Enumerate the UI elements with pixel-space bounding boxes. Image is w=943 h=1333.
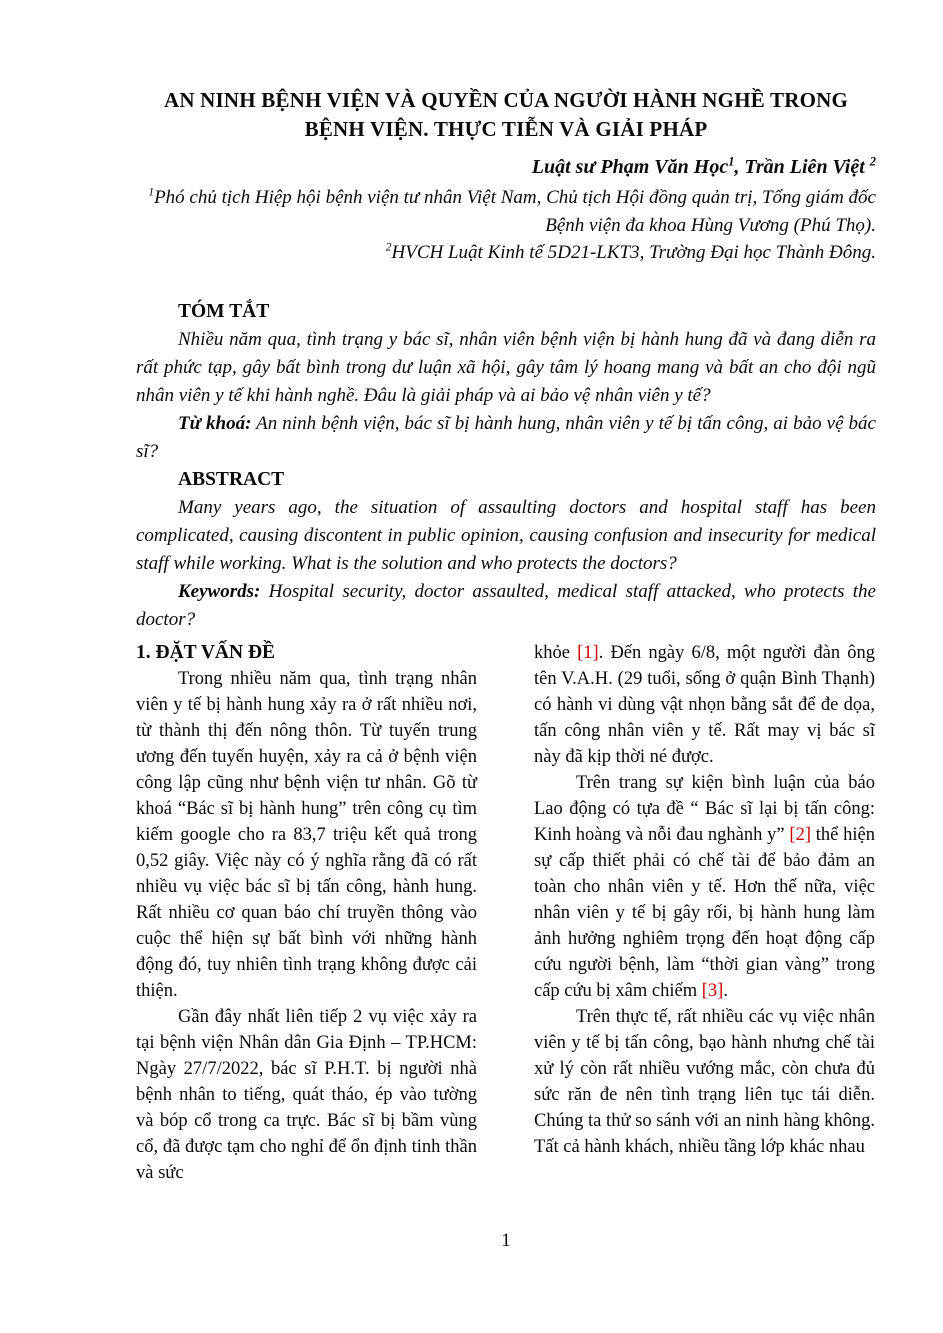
abstract-en-heading: ABSTRACT (178, 468, 285, 490)
paper-title: AN NINH BỆNH VIỆN VÀ QUYỀN CỦA NGƯỜI HÀNH NGHỀ TRONG BỆNH VIỆN. THỰC TIỄN VÀ GIẢI PHÁP (163, 88, 849, 141)
affiliation-text: Phó chủ tịch Hiệp hội bệnh viện tư nhân Việt Nam, Chủ tịch Hội đồng quản trị, Tổng giám đốc Bệnh viện đa khoa Hùng Vương (Phú Thọ). (154, 187, 876, 236)
section-1-heading: 1. ĐẶT VẤN ĐỀ (136, 641, 276, 663)
keywords-en-paragraph (136, 578, 876, 634)
body-paragraph: Gần đây nhất liên tiếp 2 vụ việc xảy ra tại bệnh viện Nhân dân Gia Định – TP.HCM: Ngày 27/7/2022, bác sĩ P.H.T. bị người nhà bệnh nhân to tiếng, quát tháo, ép vào tường và bóp cổ trong ca trực. Bác sĩ bị bầm vùng cổ, đã được tạm cho nghỉ để ổn định tinh thần và sức (136, 1006, 477, 1183)
column-right (534, 634, 875, 1186)
citation-ref-1[interactable]: [1] (577, 642, 599, 663)
author-name: , Trần Liên Việt (734, 156, 870, 178)
affiliation-superscript: 1 (148, 185, 155, 199)
paragraph-text: . Đến ngày 6/8, một người đàn ông tên V.A.H. (29 tuổi, sống ở quận Bình Thạnh) có hành vi dùng vật nhọn bằng sắt để đe dọa, tấn công nhân viên y tế. Rất may vị bác sĩ này đã kịp thời né được. (534, 642, 875, 767)
page-number: 1 (501, 1230, 511, 1251)
paragraph-text: khỏe (534, 642, 578, 663)
paragraph-text: thể hiện sự cấp thiết phải có chế tài để bảo đảm an toàn cho nhân viên y tế. Hơn thế nữa, việc nhân viên y tế bị gây rối, bị hành hung làm ảnh hưởng nghiêm trọng đến hoạt động cấp cứu người bệnh, làm “thời gian vàng” trong cấp cứu bị xâm chiếm (534, 824, 875, 1001)
body-paragraph: Trên thực tế, rất nhiều các vụ việc nhân viên y tế bị tấn công, bạo hành nhưng chế tài xử lý còn rất nhiều vướng mắc, còn chưa đủ sức răn đe nên tình trạng liên tục tái diễn. Chúng ta thử so sánh với an ninh hàng không. Tất cả hành khách, nhiều tầng lớp khác nhau (534, 1006, 875, 1157)
abstract-vi-body: Nhiều năm qua, tình trạng y bác sĩ, nhân viên bệnh viện bị hành hung đã và đang diễn ra rất phức tạp, gây bất bình trong dư luận xã hội, gây tâm lý hoang mang và bất an cho đội ngũ nhân viên y tế khi hành nghề. Đâu là giải pháp và ai bảo vệ nhân viên y tế? (136, 328, 876, 406)
keywords-en-label: Keywords: (178, 580, 261, 602)
affiliations-block (136, 184, 876, 267)
authors-line (136, 154, 876, 180)
paragraph-text: . (723, 980, 728, 1001)
keywords-vi-label: Từ khoá: (178, 412, 252, 434)
body-paragraph (534, 770, 875, 1004)
column-left (136, 634, 477, 1186)
body-paragraph: Trong nhiều năm qua, tình trạng nhân viên y tế bị hành hung xảy ra ở rất nhiều nơi, từ thành thị đến nông thôn. Từ tuyến trung ương đến tuyến huyện, xảy ra cả ở bệnh viện công lập cũng như bệnh viện tư nhân. Gõ từ khoá “Bác sĩ bị hành hung” trên công cụ tìm kiếm google cho ra 83,7 triệu kết quả trong 0,52 giây. Việc này có ý nghĩa rằng đã có rất nhiều vụ việc bác sĩ bị tấn công, hành hung. Rất nhiều cơ quan báo chí truyền thông vào cuộc thể hiện sự bất bình với những hành động đó, tuy nhiên tình trạng không được cải thiện. (136, 668, 477, 1001)
affiliation-text: HVCH Luật Kinh tế 5D21-LKT3, Trường Đại học Thành Đông. (391, 242, 876, 263)
keywords-vi-text: An ninh bệnh viện, bác sĩ bị hành hung, nhân viên y tế bị tấn công, ai bảo vệ bác sĩ? (136, 412, 876, 462)
citation-ref-2[interactable]: [2] (789, 824, 811, 845)
keywords-en-text: Hospital security, doctor assaulted, medical staff attacked, who protects the doctor? (136, 580, 876, 630)
abstract-en-body: Many years ago, the situation of assaulting doctors and hospital staff has been complicated, causing discontent in public opinion, causing confusion and insecurity for medical staff while working. What is the solution and who protects the doctors? (136, 496, 876, 574)
author-superscript: 1 (728, 154, 735, 169)
citation-ref-3[interactable]: [3] (701, 980, 724, 1001)
two-column-body (136, 634, 876, 1186)
body-paragraph (534, 640, 875, 770)
keywords-vi-paragraph (136, 410, 876, 466)
affiliation-superscript: 2 (385, 240, 392, 254)
author-superscript: 2 (869, 154, 876, 169)
paper-content (136, 86, 876, 1186)
abstract-vi-heading: TÓM TẮT (178, 300, 270, 322)
paragraph-text: Trên trang sự kiện bình luận của báo Lao động có tựa đề “ Bác sĩ lại bị tấn công: Kinh hoàng và nỗi đau nghành y” (534, 772, 875, 845)
author-name: Luật sư Phạm Văn Học (531, 156, 729, 178)
